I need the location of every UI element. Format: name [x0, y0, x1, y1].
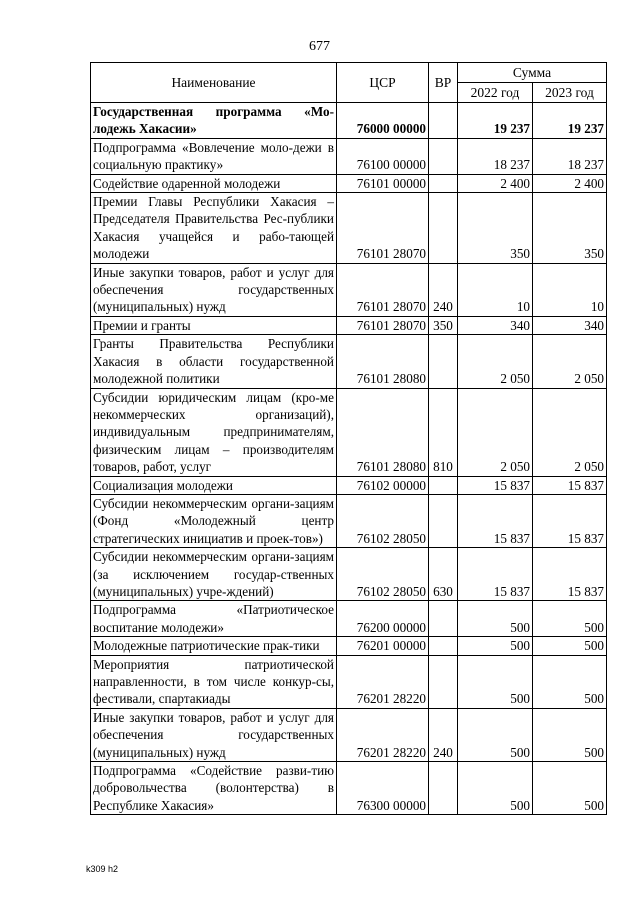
- row-name: Подпрограмма «Патриотическое воспитание молодежи»: [91, 601, 337, 637]
- row-amount-2022: 10: [458, 263, 533, 316]
- table-row: [91, 193, 607, 264]
- row-name: Субсидии юридическим лицам (кро-ме некоммерческих организаций), индивидуальным предпринимателям, физическим лицам – производителям товаров, работ, услуг: [91, 388, 337, 476]
- row-csr: 76102 00000: [337, 476, 429, 494]
- table-row: [91, 103, 607, 139]
- table-row: [91, 762, 607, 815]
- row-vr: 350: [429, 316, 458, 334]
- row-amount-2023: 500: [533, 601, 607, 637]
- row-amount-2022: 2 400: [458, 174, 533, 192]
- row-csr: 76101 28070: [337, 193, 429, 264]
- header-sum: Сумма: [458, 63, 607, 83]
- row-csr: 76101 28070: [337, 263, 429, 316]
- row-amount-2022: 350: [458, 193, 533, 264]
- row-vr: 240: [429, 263, 458, 316]
- row-amount-2023: 500: [533, 655, 607, 708]
- row-csr: 76300 00000: [337, 762, 429, 815]
- row-vr: 810: [429, 388, 458, 476]
- table-row: [91, 263, 607, 316]
- header-csr: ЦСР: [337, 63, 429, 103]
- row-name: Иные закупки товаров, работ и услуг для обеспечения государственных (муниципальных) нужд: [91, 708, 337, 761]
- row-vr: [429, 601, 458, 637]
- row-vr: [429, 655, 458, 708]
- row-amount-2022: 2 050: [458, 388, 533, 476]
- row-csr: 76101 28080: [337, 335, 429, 388]
- row-csr: 76100 00000: [337, 138, 429, 174]
- row-vr: 240: [429, 708, 458, 761]
- row-amount-2022: 500: [458, 601, 533, 637]
- row-amount-2022: 500: [458, 762, 533, 815]
- row-csr: 76000 00000: [337, 103, 429, 139]
- row-name: Мероприятия патриотической направленности, в том числе конкур-сы, фестивали, спартакиады: [91, 655, 337, 708]
- header-name: Наименование: [91, 63, 337, 103]
- header-year-2022: 2022 год: [458, 83, 533, 103]
- row-name: Молодежные патриотические прак-тики: [91, 637, 337, 655]
- row-amount-2022: 15 837: [458, 494, 533, 547]
- row-name: Социализация молодежи: [91, 476, 337, 494]
- row-amount-2022: 500: [458, 655, 533, 708]
- footer-code: k309 h2: [86, 864, 119, 874]
- table-row: [91, 655, 607, 708]
- row-amount-2023: 2 050: [533, 335, 607, 388]
- table-row: [91, 316, 607, 334]
- table-row: [91, 637, 607, 655]
- row-vr: [429, 335, 458, 388]
- row-vr: [429, 138, 458, 174]
- row-name: Подпрограмма «Вовлечение моло-дежи в социальную практику»: [91, 138, 337, 174]
- row-name: Субсидии некоммерческим органи-зациям (за исключением государ-ственных (муниципальных) учре-ждений): [91, 548, 337, 601]
- row-vr: [429, 762, 458, 815]
- row-name: Иные закупки товаров, работ и услуг для обеспечения государственных (муниципальных) нужд: [91, 263, 337, 316]
- header-year-2023: 2023 год: [533, 83, 607, 103]
- row-name: Премии Главы Республики Хакасия – Председателя Правительства Рес-публики Хакасия учащейся и рабо-тающей молодежи: [91, 193, 337, 264]
- row-csr: 76101 00000: [337, 174, 429, 192]
- row-name: Подпрограмма «Содействие разви-тию добровольчества (волонтерства) в Республике Хакасия»: [91, 762, 337, 815]
- row-csr: 76201 28220: [337, 708, 429, 761]
- row-csr: 76201 28220: [337, 655, 429, 708]
- row-vr: [429, 476, 458, 494]
- row-vr: 630: [429, 548, 458, 601]
- row-amount-2023: 340: [533, 316, 607, 334]
- row-name: Премии и гранты: [91, 316, 337, 334]
- row-amount-2023: 15 837: [533, 494, 607, 547]
- row-amount-2022: 15 837: [458, 476, 533, 494]
- row-csr: 76200 00000: [337, 601, 429, 637]
- table-row: [91, 335, 607, 388]
- row-amount-2022: 15 837: [458, 548, 533, 601]
- row-amount-2023: 500: [533, 708, 607, 761]
- page-number: 677: [309, 39, 330, 54]
- table-row: [91, 548, 607, 601]
- row-csr: 76101 28080: [337, 388, 429, 476]
- table-row: [91, 174, 607, 192]
- row-amount-2022: 19 237: [458, 103, 533, 139]
- row-amount-2023: 350: [533, 193, 607, 264]
- row-name: Гранты Правительства Республики Хакасия в области государственной молодежной политики: [91, 335, 337, 388]
- header-vr: ВР: [429, 63, 458, 103]
- table-row: [91, 708, 607, 761]
- row-vr: [429, 637, 458, 655]
- table-row: [91, 494, 607, 547]
- row-amount-2023: 2 400: [533, 174, 607, 192]
- table-row: [91, 476, 607, 494]
- row-amount-2023: 15 837: [533, 476, 607, 494]
- table-row: [91, 388, 607, 476]
- row-amount-2023: 500: [533, 637, 607, 655]
- row-vr: [429, 494, 458, 547]
- row-name: Содействие одаренной молодежи: [91, 174, 337, 192]
- row-amount-2023: 500: [533, 762, 607, 815]
- row-amount-2023: 10: [533, 263, 607, 316]
- row-name: Государственная программа «Мо-лодежь Хакасии»: [91, 103, 337, 139]
- row-amount-2023: 19 237: [533, 103, 607, 139]
- row-csr: 76201 00000: [337, 637, 429, 655]
- row-amount-2023: 18 237: [533, 138, 607, 174]
- budget-table: [90, 62, 607, 815]
- row-name: Субсидии некоммерческим органи-зациям (Фонд «Молодежный центр стратегических инициатив и проек-тов»): [91, 494, 337, 547]
- table-row: [91, 601, 607, 637]
- row-vr: [429, 103, 458, 139]
- row-amount-2023: 2 050: [533, 388, 607, 476]
- row-csr: 76101 28070: [337, 316, 429, 334]
- row-amount-2022: 500: [458, 637, 533, 655]
- row-amount-2022: 2 050: [458, 335, 533, 388]
- row-amount-2022: 340: [458, 316, 533, 334]
- row-amount-2022: 18 237: [458, 138, 533, 174]
- table-row: [91, 138, 607, 174]
- row-vr: [429, 193, 458, 264]
- row-csr: 76102 28050: [337, 494, 429, 547]
- row-vr: [429, 174, 458, 192]
- row-amount-2023: 15 837: [533, 548, 607, 601]
- row-amount-2022: 500: [458, 708, 533, 761]
- row-csr: 76102 28050: [337, 548, 429, 601]
